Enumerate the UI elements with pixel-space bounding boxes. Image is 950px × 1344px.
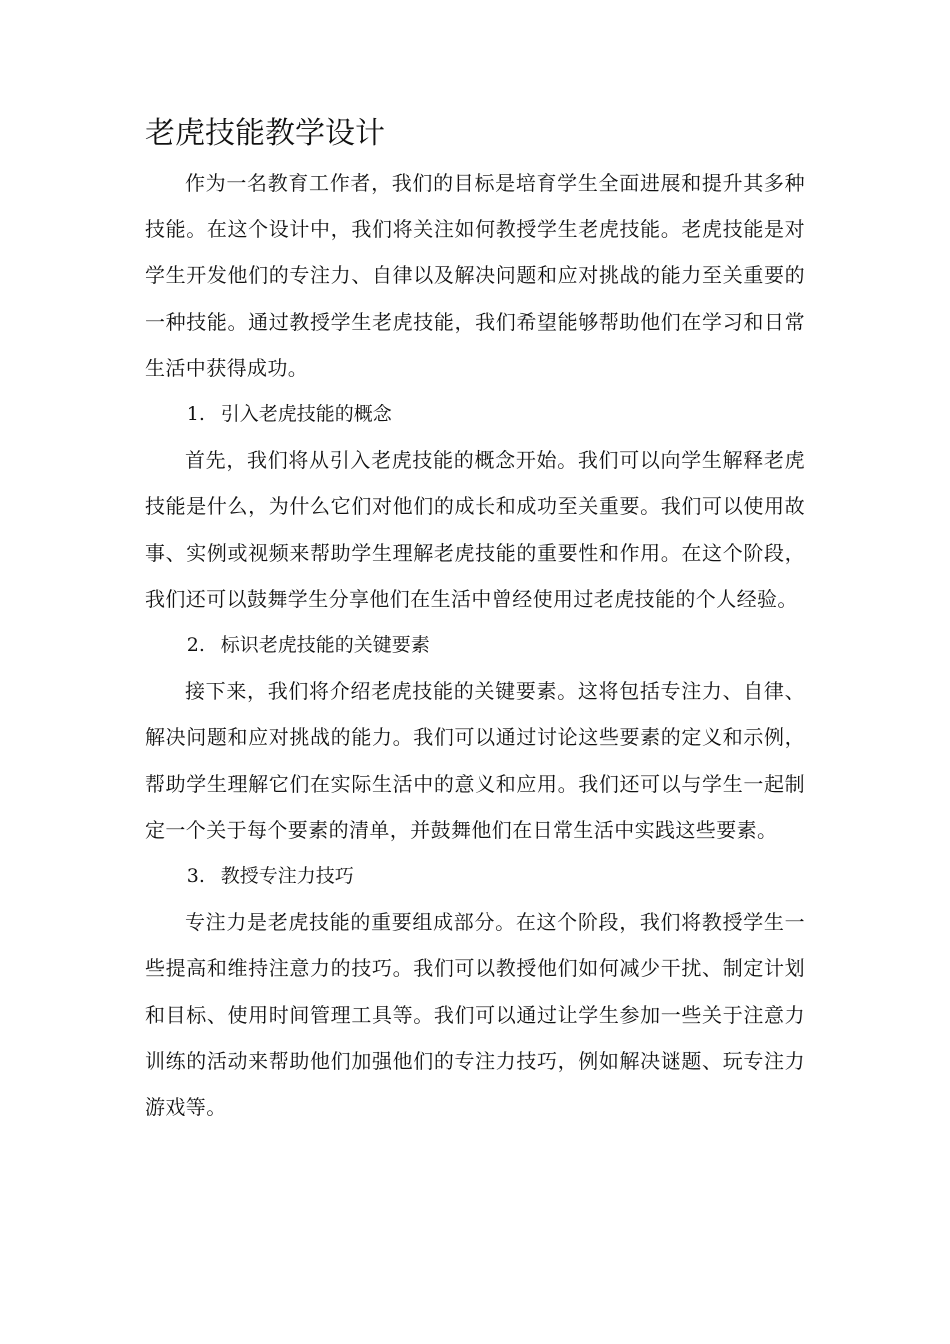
paragraph-intro: 作为一名教育工作者，我们的目标是培育学生全面进展和提升其多种技能。在这个设计中，我们将关注如何教授学生老虎技能。老虎技能是对学生开发他们的专注力、自律以及解决问题和应对挑战的能力至关重要的一种技能。通过教授学生老虎技能，我们希望能够帮助他们在学习和日常生活中获得成功。 bbox=[145, 171, 805, 380]
section-number: 1. bbox=[186, 403, 205, 426]
section-heading-text: 标识老虎技能的关键要素 bbox=[220, 634, 430, 657]
section-heading-text: 教授专注力技巧 bbox=[220, 865, 354, 888]
section-heading-1 bbox=[145, 391, 805, 437]
document-body bbox=[145, 160, 805, 1130]
section-number: 2. bbox=[186, 634, 205, 657]
section-number: 3. bbox=[186, 865, 205, 888]
section-heading-2 bbox=[145, 622, 805, 668]
paragraph-section-2: 接下来，我们将介绍老虎技能的关键要素。这将包括专注力、自律、解决问题和应对挑战的能力。我们可以通过讨论这些要素的定义和示例，帮助学生理解它们在实际生活中的意义和应用。我们还可以与学生一起制定一个关于每个要素的清单，并鼓舞他们在日常生活中实践这些要素。 bbox=[145, 679, 805, 842]
paragraph-section-1: 首先，我们将从引入老虎技能的概念开始。我们可以向学生解释老虎技能是什么，为什么它们对他们的成长和成功至关重要。我们可以使用故事、实例或视频来帮助学生理解老虎技能的重要性和作用。在这个阶段，我们还可以鼓舞学生分享他们在生活中曾经使用过老虎技能的个人经验。 bbox=[145, 448, 805, 611]
section-heading-3 bbox=[145, 853, 805, 899]
section-heading-text: 引入老虎技能的概念 bbox=[220, 403, 392, 426]
paragraph-section-3: 专注力是老虎技能的重要组成部分。在这个阶段，我们将教授学生一些提高和维持注意力的技巧。我们可以教授他们如何减少干扰、制定计划和目标、使用时间管理工具等。我们可以通过让学生参加一些关于注意力训练的活动来帮助他们加强他们的专注力技巧，例如解决谜题、玩专注力游戏等。 bbox=[145, 910, 805, 1120]
document-title: 老虎技能教学设计 bbox=[145, 116, 385, 151]
